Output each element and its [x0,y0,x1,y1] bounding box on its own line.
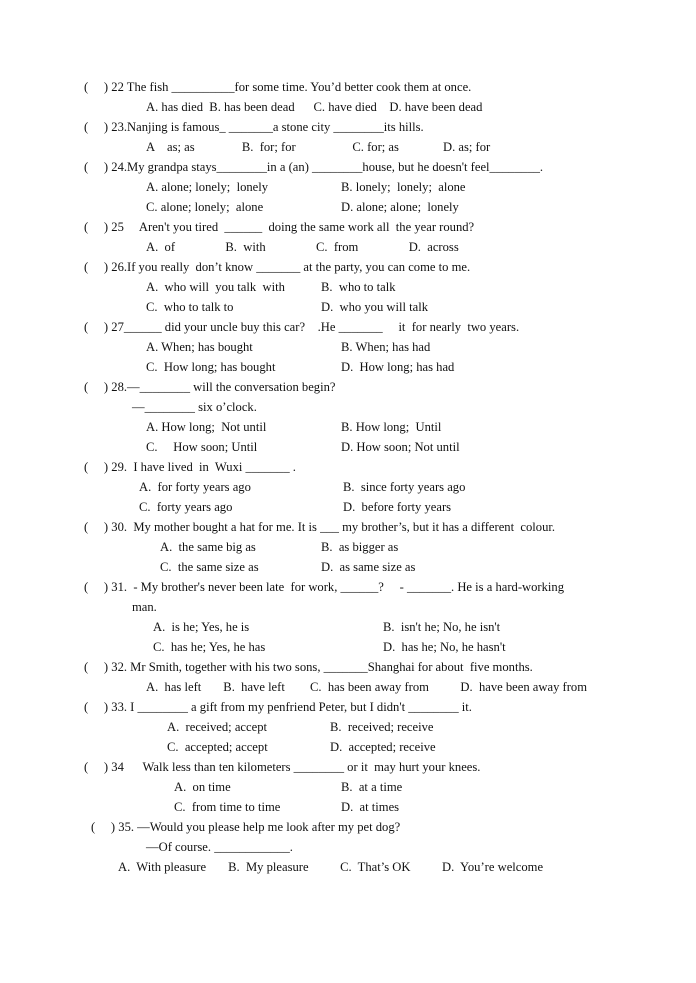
question-30-option-a: A. the same big as [160,540,256,554]
question-30-option-d: D. as same size as [321,560,416,574]
question-31-option-b: B. isn't he; No, he isn't [383,620,501,634]
question-34-option-a: A. on time [174,780,231,794]
question-27-option-c: C. How long; has bought [146,360,276,374]
question-22-options: A. has died B. has been dead C. have died D. have been dead [146,100,483,114]
question-33-option-c: C. accepted; accept [167,740,268,754]
question-25-options: A. of B. with C. from D. across [146,240,459,254]
question-29-option-d: D. before forty years [343,500,452,514]
question-27-stem: ( ) 27______ did your uncle buy this car? .He _______ it for nearly two years. [84,320,520,334]
question-29-option-c: C. forty years ago [139,500,233,514]
question-31-option-c: C. has he; Yes, he has [153,640,266,654]
question-24-option-b: B. lonely; lonely; alone [341,180,466,194]
question-27-option-b: B. When; has had [341,340,431,354]
question-30-stem: ( ) 30. My mother bought a hat for me. It is ___ my brother’s, but it has a different colour. [84,520,556,534]
question-34-stem: ( ) 34 Walk less than ten kilometers ________ or it may hurt your knees. [84,760,481,774]
question-28-option-a: A. How long; Not until [146,420,267,434]
question-35-stem: ( ) 35. —Would you please help me look after my pet dog? [91,820,401,834]
question-28-stem: ( ) 28.—________ will the conversation begin? [84,380,336,394]
question-31-stem: ( ) 31. - My brother's never been late for work, ______? - _______. He is a hard-working [84,580,565,594]
question-25-stem: ( ) 25 Aren't you tired ______ doing the same work all the year round? [84,220,475,234]
question-27-option-d: D. How long; has had [341,360,455,374]
question-30-option-b: B. as bigger as [321,540,399,554]
question-34-option-b: B. at a time [341,780,403,794]
question-28-stem-reply: —________ six o’clock. [132,400,257,414]
question-34-option-d: D. at times [341,800,400,814]
question-23-options: A as; as B. for; for C. for; as D. as; for [146,140,491,154]
question-24-stem: ( ) 24.My grandpa stays________in a (an) ________house, but he doesn't feel________. [84,160,544,174]
question-26-option-a: A. who will you talk with [146,280,285,294]
question-30-option-c: C. the same size as [160,560,259,574]
question-33-option-b: B. received; receive [330,720,434,734]
question-24-option-a: A. alone; lonely; lonely [146,180,269,194]
question-33-stem: ( ) 33. I ________ a gift from my penfriend Peter, but I didn't ________ it. [84,700,472,714]
question-32-stem: ( ) 32. Mr Smith, together with his two sons, _______Shanghai for about five months. [84,660,533,674]
question-33-option-a: A. received; accept [167,720,267,734]
question-35-options: A. With pleasure B. My pleasure C. That’s OK D. You’re welcome [118,860,544,874]
question-29-option-a: A. for forty years ago [139,480,251,494]
question-34-option-c: C. from time to time [174,800,281,814]
question-22-stem: ( ) 22 The fish __________for some time. You’d better cook them at once. [84,80,472,94]
question-28-option-d: D. How soon; Not until [341,440,460,454]
question-31-option-d: D. has he; No, he hasn't [383,640,506,654]
question-24-option-d: D. alone; alone; lonely [341,200,459,214]
question-26-option-d: D. who you will talk [321,300,429,314]
question-31-option-a: A. is he; Yes, he is [153,620,250,634]
question-23-stem: ( ) 23.Nanjing is famous_ _______a stone city ________its hills. [84,120,424,134]
question-26-option-c: C. who to talk to [146,300,234,314]
question-26-option-b: B. who to talk [321,280,396,294]
question-33-option-d: D. accepted; receive [330,740,436,754]
question-28-option-c: C. How soon; Until [146,440,258,454]
question-24-option-c: C. alone; lonely; alone [146,200,264,214]
question-35-stem-reply: —Of course. ____________. [146,840,293,854]
question-31-stem-continued: man. [132,600,157,614]
question-32-options: A. has left B. have left C. has been away from D. have been away from [146,680,588,694]
question-28-option-b: B. How long; Until [341,420,442,434]
question-29-option-b: B. since forty years ago [343,480,466,494]
question-29-stem: ( ) 29. I have lived in Wuxi _______ . [84,460,296,474]
question-27-option-a: A. When; has bought [146,340,253,354]
question-26-stem: ( ) 26.If you really don’t know _______ at the party, you can come to me. [84,260,471,274]
